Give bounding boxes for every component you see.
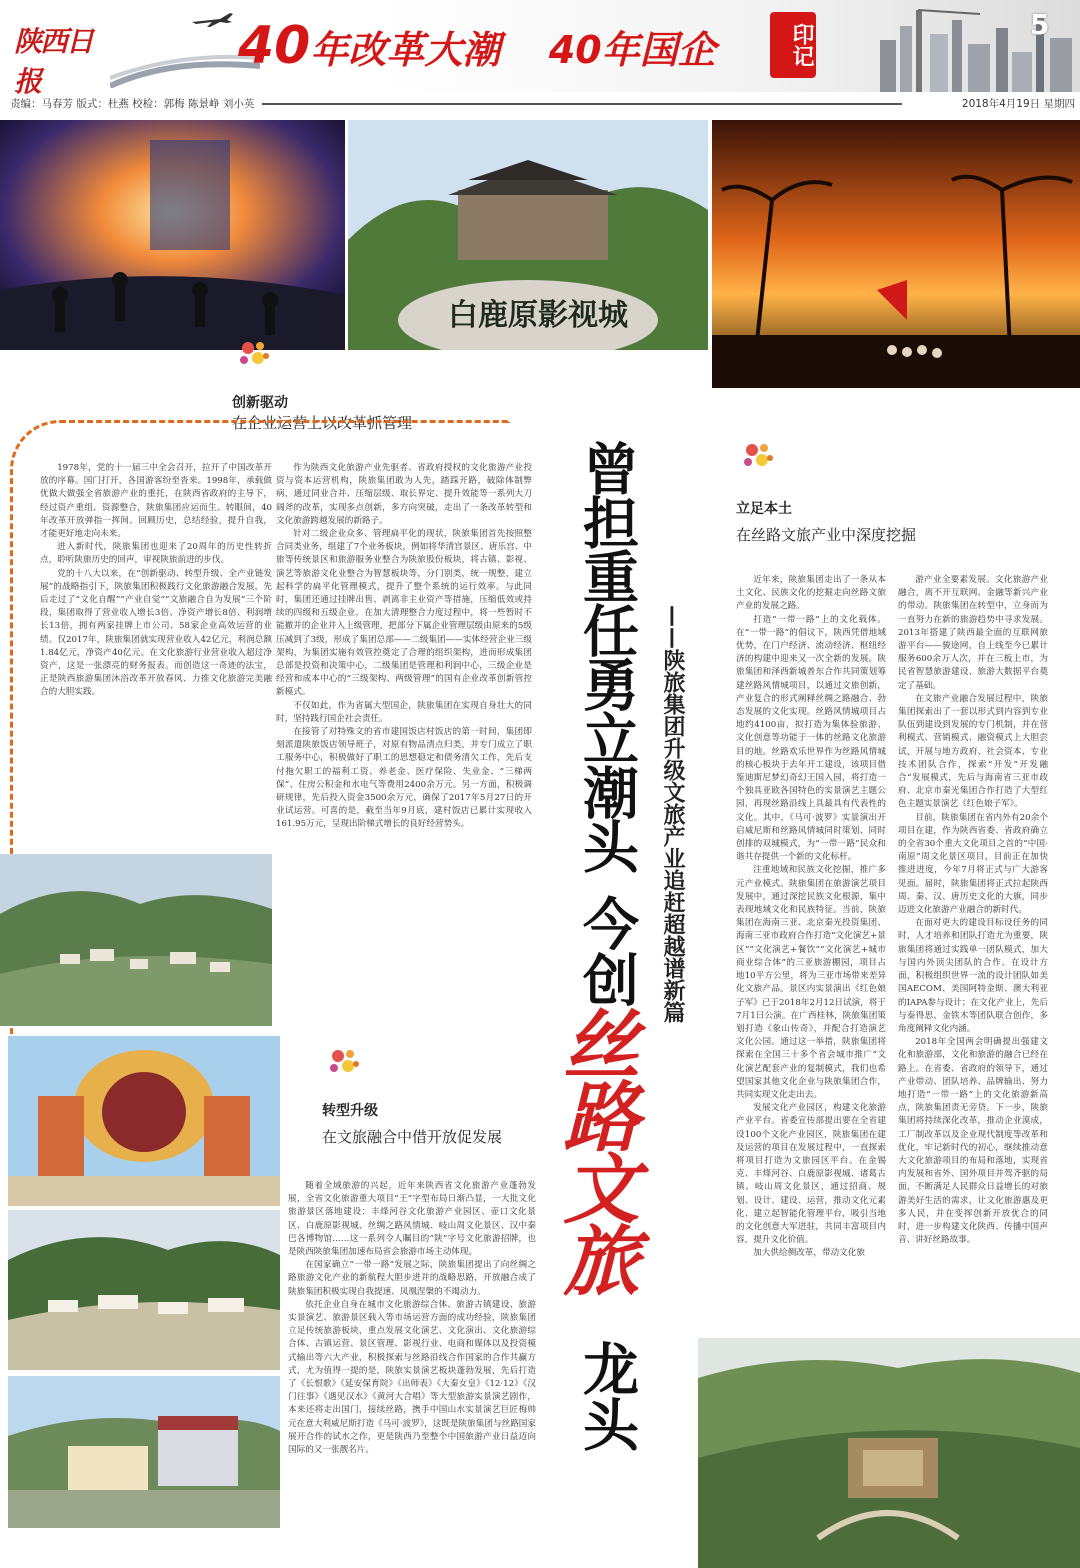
photo-city-complex [8, 1376, 280, 1528]
paragraph: 游产业全要素发展。文化旅游产业融合，离不开互联网、金融等新兴产业的带动。陕旅集团在转型中，立身而为一直努力在新的旅游趋势中寻求发展。2013年搭建了陕西最全面的互联网旅游平台——骏途网，自上线至今已累计服务600余万人次，并在三板上市，为民省智慧旅游建设、旅游大数据平台奠定了基础。 [898, 575, 1048, 691]
paragraph: 近年来，陕旅集团走出了一条从本土文化、民族文化的挖掘走向丝路文旅产业的发展之路。 [736, 575, 886, 612]
column-innovation [276, 462, 532, 1022]
photo-aerial-town [0, 854, 272, 1026]
paragraph: 在国家确立“一带一路”发展之际，陕旅集团提出了向丝绸之路旅游文化产业的新航程大胆步进并的战略思路，开放融合成了陕旅集团积极实现自我提速、凤凰涅槃的不竭动力。 [288, 1260, 536, 1297]
photo-stage-performance [0, 120, 345, 350]
newspaper-logo: 陕西日报 [14, 25, 93, 98]
banner-title [238, 16, 808, 76]
headline-part-4: 龙头 [574, 1340, 639, 1452]
paragraph: 依托企业自身在城市文化旅游综合体、旅游古镇建设、旅游实景演艺、旅游景区载入等市场运营方面的成功经验，陕旅集团立足传统旅游板块，重点发展文化演艺、文化演出、文化旅游综合体、古镇运营、景区管理、影视行业、电商和媒体以及投资模式输出等六大产业，积极探索与丝路沿线合作国家的合作共赢方式，尤为值得一提的是，陕旅实景演艺板块蓬勃发展，先后打造了《长恨歌》《延安保育院》《出师表》《大秦女皇》《12·12》《汉门往事》《遇见汉水》《黄河大合唱》等大型旅游实景演艺剧作，本来还将走出国门，接续丝路，携手中国山水实景演艺巨匠梅帅元在意大利威尼斯打造《马可·波罗》，这既是陕旅集团与丝路国家展开合作的试水之作，更是陕西乃至整个中国旅游产业日益迈向国际的又一张靓名片。 [288, 1299, 536, 1456]
column-transformation [288, 1180, 536, 1530]
paragraph: 打造“一带一路”上的文化载体。在“一带一路”的倡议下，陕西凭借地域优势，在门户经济、流动经济、枢纽经济的构建中迎来又一次全新的发展。陕旅集团和泽西新城普东合作共同策划筹建丝路风情城项目，以通过文旅创新，产业复合的形式阐释丝绸之路融合、勃态发展的文化实现。丝路风情城项目占地约4100亩，拟打造为集体验旅游、文化创意等功能于一体的丝路文化旅游目的地。丝路欢乐世界作为丝路风情城的核心板块于去年开工建设，该项目借鉴迪斯尼梦幻奇幻王国入园，将打造一个独具亚欧各国特色的实景演艺主题公园，再现丝路沿线上具最具有代表性的文化。其中，《马可·波罗》实景演出开启威尼斯和丝路风情城同时策划、同时创排的双城模式，为“一带一路”民众和谐共存提供一个新的文化标杆。 [736, 614, 886, 863]
paragraph: 随着全域旅游的兴起，近年来陕西省文化旅游产业蓬勃发展，全省文化旅游重大项目“王”字型布局日渐凸显，一大批文化旅游景区落地建设：丰烽河谷文化旅游产业园区、壶口文化景区、白鹿原影视城、丝绸之路风情城、岐山周文化景区、汉中秦巴各博物馆……这一系列令人瞩目的“陕”字号文化旅游招牌，也是陕西陕旅集团加速布局省会旅游市场主动体现。 [288, 1181, 536, 1258]
header-rule [262, 103, 902, 105]
section-subtitle-innovation: 在企业运营上以改革抓管理 [232, 414, 413, 432]
paragraph: 在面对更大的建设目标设任务的同时，人才培养和团队打造尤为重要，陕旅集团将通过实践单一团队模式，加大与国内外顶尖团队的合作。在设计方面，积极组织世界一流的设计团队如美国AECOM、美国阿特金斯、澳大利亚的IAPA参与设计；在文化产业上，先后与泰得思、金铁木等团队联合创作，多角度阐释文化内涵。 [898, 918, 1048, 1034]
page-number: 5 [1030, 8, 1050, 41]
film-city-sign-text: 白鹿原影视城 [448, 298, 628, 333]
paragraph: 发展文化产业园区，构建文化旅游产业平台。省委宣传部提出要在全省建设100个文化产业园区，陕旅集团在建及运营的项目在发展过程中，一直探索将项目打造为文旅园区平台。在金锡克、丰烽河谷、白鹿原影视城、诸葛古镇、岐山周文化景区，通过招商、规划、设计、建设、运营，推动文化元素化、建立起智能化管理平台，吸引当地的文化创意大军进驻，共同丰富项目内容，提升文化价值。 [736, 1103, 886, 1246]
banner-number: 40 [238, 16, 311, 76]
column-rooted-a [736, 574, 886, 1330]
headline-part-2: 今创 [574, 895, 639, 1007]
photo-aerial-cultural-park [698, 1338, 1080, 1568]
section-subtitle-rooted: 在丝路文旅产业中深度挖掘 [736, 526, 917, 544]
photo-river-resort [8, 1210, 280, 1370]
paragraph: 1978年，党的十一届三中全会召开，拉开了中国改革开放的序幕。国门打开，各国游客纷至沓来。1998年，承载做优做大做强全省旅游产业的重托，在陕西省政府的主导下，经过资产重组、资源整合，陕旅集团应运而生。转眼间，40年改革开放弹指一挥间。回顾历史，总结经验，提升自我，才能更好地走向未来。 [40, 463, 272, 540]
airplane-icon [190, 10, 234, 30]
imprint-seal: 印记 [770, 12, 816, 78]
section-title-transformation: 转型升级 [322, 1103, 378, 1119]
headline-part-1: 曾担重任勇立潮头 [574, 440, 639, 872]
decorative-dots-icon [326, 1046, 362, 1078]
paragraph: 2018年全国两会明确提出强建文化和旅游部，文化和旅游的融合已经在路上。在省委、省政府的领导下，通过产业带动、团队培养、品牌输出、努力地打造“一带一路”上的文化旅游新高点，陕旅集团责无旁贷。下一步，陕旅集团将持续深化改革，推动企业漠成，工厂制改革以及企业现代制度等改革和优化，牢记新时代的初心，继续推动意大文化旅游项目的布局和落地，实现省内发展和省外、国外项目并驾齐驱的局面，不断满足人民群众日益增长的对旅游美好生活的需求，让文化旅游惠及更多人民，并在变挥创新开放优合的同时，进一步构建文化陕西、传播中国声音、讲好丝路故事。 [898, 1037, 1048, 1246]
paragraph: 进入新时代，陕旅集团也迎来了20周年的历史性转折点，聆听陕旅历史的回声，审视陕旅前进的步伐。 [40, 542, 272, 566]
paragraph: 在接管了对特殊文的省市建国饭店村饭店的第一时间，集团即刻派遣陕旅饭店领导班子，对原有物品清点归类，并专门成立了职工服务中心，积极做好了职工的思想稳定和债务清欠工作，先后支付拖欠职工的福利工资、养老金、医疗保险、失业金、“三梯两保”、住房公积金和水电气等费用2400余万元。另一方面，积极调研规律，先后投入资金3500余万元，确保了2017年5月27日的开业试运营。可喜的是，截至当年9月底，建村饭店已累计实现收入161.95万元，呈现出阶梯式增长的良好经营势头。 [276, 727, 532, 830]
photo-theme-park-gate [8, 1036, 280, 1206]
decorative-dots-icon [236, 338, 272, 370]
paragraph: 针对二级企业众多、管理扁平化的现状，陕旅集团首先按照整合同类业务，组建了7个业务板块，例如将华清宫景区、唐乐宫、中旅等传统景区和旅游服务业整合为陕旅股份板块，将古镇、影视、演艺等旅游文化业整合为智慧板块等，分门别类，统一规整，建立起科学的扁平化管理模式，提升了整个系统的运行效率。与此同时，集团还通过挂牌出售、剥离非主业资产等措施，压缩低效或持续的四级和五级企业，在加大清理整合力度过程中，将一些暂时不能撤并的企业并入上级管理，把部分下属企业管理层级由原来的5级压减到了3级，形成了集团总部——二级集团——实体经营企业三级架构，为集团实施有效管控奠定了合理的组织架构，进而形成集团总部是投资和决策中心，二级集团是管理和利润中心，三级企业是经营和成本中心的“三级架构、两级管理”的国有企业改革创新管控新模式。 [276, 529, 532, 698]
paragraph: 作为陕西文化旅游产业先驱者、省政府授权的文化旅游产业投资与资本运营机构，陕旅集团敢为人先，踏踩开路，破除体制弊病，通过同业合并、压缩层级、取长界定、提升效能等一系列大刀阔斧的改革，实现多点创新，多方向突破，走出了一条改革转型和文化旅游跨越发展的新路子。 [276, 463, 532, 526]
section-title-rooted: 立足本土 [736, 501, 792, 517]
paragraph: 在文旅产业融合发展过程中，陕旅集团探索出了一套以形式到内容到专业队伍到建设到发展的专门机制，并在营利模式、营销模式、融资模式上大胆尝试，开展与地方政府、社会资本、专业技术团队合作，探索“开发”开发融合“发展模式，先后与海南省三亚市政府、北京市秦光集团合作打造了大型红色主题实景演艺《红色娘子军》。 [898, 693, 1048, 810]
paragraph: 不仅如此，作为省属大型国企，陕旅集团在实现自身壮大的同时，坚持践行国企社会责任。 [276, 700, 532, 724]
editor-byline: 责编：马春芳 版式：杜燕 校检：郭梅 陈景峥 刘小英 [10, 98, 255, 110]
headline-silk-road: 丝路文旅 [551, 1005, 640, 1293]
decorative-dots-icon [740, 440, 776, 472]
paragraph: 党的十八大以来，在“创新驱动、转型升级、全产业链发展”的战略指引下，陕旅集团积极践行文化旅游融合发展，先后走过了“文化自醒”“产业自觉”“文旅融合自为发展”三个阶段，集团取得了营业收入增长3倍、净资产增长8倍、利润增长13倍，拥有两家挂牌上市公司、58家企业高效运营的业绩。仅2017年，陕旅集团就实现营业收入42亿元，利润总额1.84亿元，净资产40亿元。在文化旅游行业营业收入超过净资产，这是一张漂亮的财务报表。而创造这一奇迹的法宝，正是陕西旅游集团沐浴改革开放春风、力推文化旅游完美融合的大胆实践。 [40, 568, 272, 698]
subheadline: ——陕旅集团升级文旅产业追赶超越谱新篇 [660, 605, 685, 1023]
paragraph: 目前，陕旅集团在省内外有20余个项目在建，作为陕西省委、省政府确立的全省30个重大文化项目之首的“中国·南原”周文化景区项目，目前正在加快推进进度，今年7月将正式与广大游客见面。届时，陕旅集团将正式拉起陕西周、秦、汉、唐历史文化的大旗，同步迈进文化旅游产业融合的新时代。 [898, 812, 1048, 916]
issue-date: 2018年4月19日 星期四 [961, 98, 1075, 110]
paragraph: 注重地域和民族文化挖掘，推广多元产业模式。陕旅集团在旅游演艺项目发展中，通过深挖民族文化根源，集中表现地域文化和民族特征。当前，陕旅集团在海南三亚、北京秦光投资集团、海南三亚市政府合作打造“文化演艺+景区”“文化演艺+餐饮”“文化演艺+城市商业综合体”的三亚旅游棚园，项目占地10平方公里，将为三亚市场带来差异化文旅产品。景区内实景演出《红色娘子军》已于2018年2月12日试演，将于7月1日公演。在广西桂林，陕旅集团策划打造《象山传奇》，并配合打造演艺文化公园。通过这一举措，陕旅集团将探索在全国三十多个省会城市推广“文化演艺配套产业的复制模式，我们也希望国家其他文化企业与陕旅集团合作，共同实现文化走出去。 [736, 865, 886, 1100]
banner-text-soe: 40年国企 [548, 28, 716, 72]
section-title-innovation: 创新驱动 [232, 395, 288, 411]
column-rooted-b [898, 574, 1048, 1330]
section-subtitle-transformation: 在文旅融合中借开放促发展 [322, 1128, 503, 1146]
paragraph: 加大供给侧改革，带动文化旅 [753, 1248, 865, 1259]
photo-red-flag-performance [712, 120, 1080, 388]
banner-text-reform: 年改革大潮 [310, 28, 501, 72]
column-intro [40, 462, 272, 850]
